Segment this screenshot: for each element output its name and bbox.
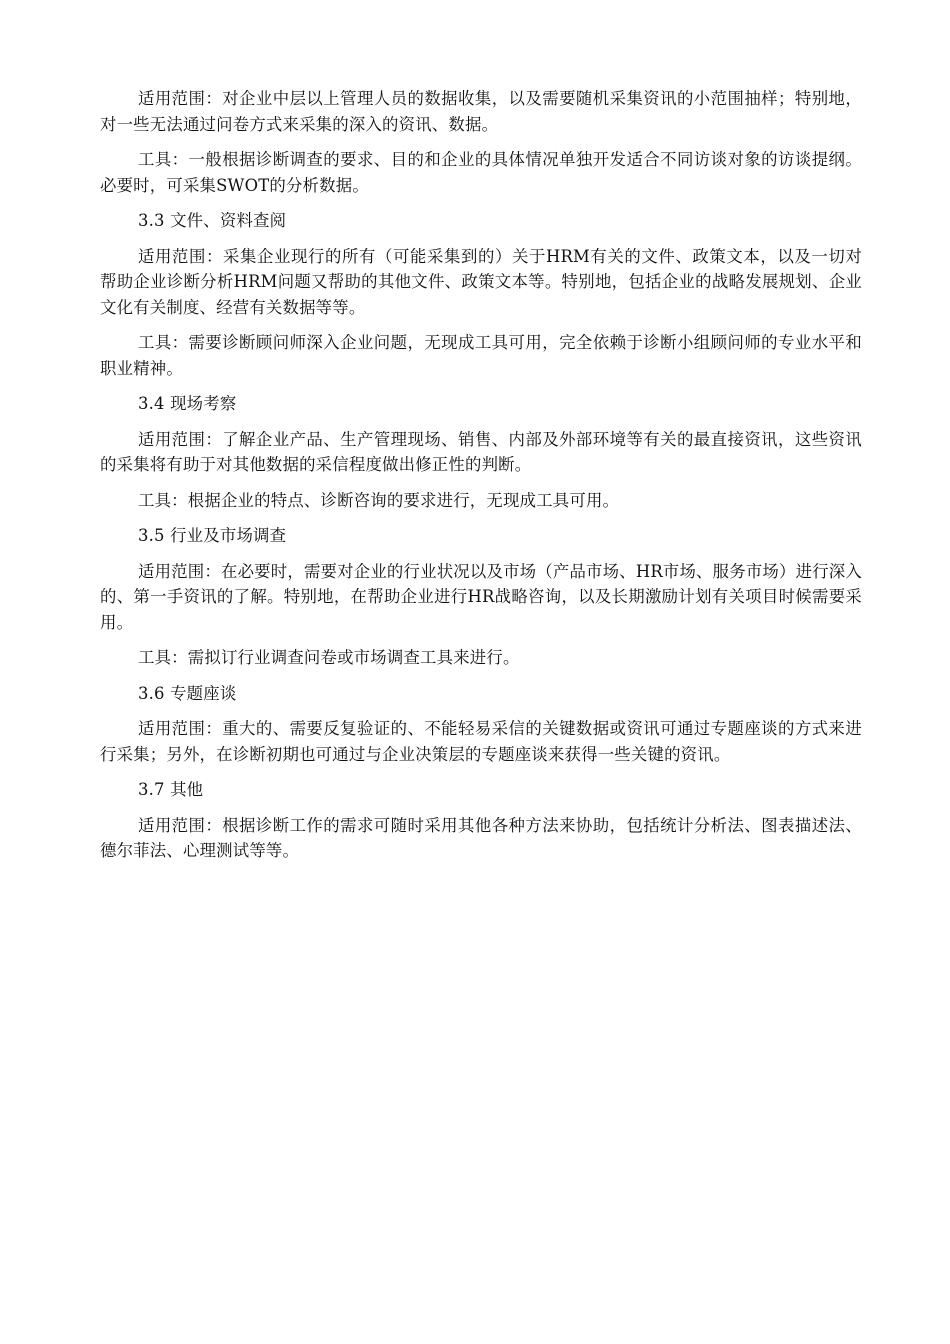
document-page bbox=[100, 86, 862, 874]
section-heading-3-6: 3.6 专题座谈 bbox=[138, 683, 237, 703]
section-heading-3-3: 3.3 文件、资料查阅 bbox=[138, 211, 287, 230]
paragraph-site-visit-tools: 工具：根据企业的特点、诊断咨询的要求进行，无现成工具可用。 bbox=[138, 490, 620, 510]
section-heading-3-7: 3.7 其他 bbox=[138, 780, 204, 799]
paragraph-interview-scope: 适用范围：对企业中层以上管理人员的数据收集，以及需要随机采集资讯的小范围抽样；特别地，对一些无法通过问卷方式来采集的深入的资讯、数据。 bbox=[100, 89, 862, 134]
paragraph-symposium-scope: 适用范围：重大的、需要反复验证的、不能轻易采信的关键数据或资讯可通过专题座谈的方式来进行采集；另外，在诊断初期也可通过与企业决策层的专题座谈来获得一些关键的资讯。 bbox=[100, 719, 862, 764]
section-heading-3-4: 3.4 现场考察 bbox=[138, 394, 237, 413]
paragraph-market-survey-scope: 适用范围：在必要时，需要对企业的行业状况以及市场（产品市场、HR市场、服务市场）进行深入的、第一手资讯的了解。特别地，在帮助企业进行HR战略咨询，以及长期激励计划有关项目时候需要采用。 bbox=[100, 561, 862, 632]
section-heading-3-5: 3.5 行业及市场调查 bbox=[138, 526, 287, 545]
paragraph-other-scope: 适用范围：根据诊断工作的需求可随时采用其他各种方法来协助，包括统计分析法、图表描述法、德尔菲法、心理测试等等。 bbox=[100, 815, 862, 860]
paragraph-market-survey-tools: 工具：需拟订行业调查问卷或市场调查工具来进行。 bbox=[138, 648, 520, 667]
paragraph-documents-scope: 适用范围：采集企业现行的所有（可能采集到的）关于HRM有关的文件、政策文本，以及一切对帮助企业诊断分析HRM问题又帮助的其他文件、政策文本等。特别地，包括企业的战略发展规划、企业文化有关制度、经营有关数据等等。 bbox=[100, 246, 862, 317]
paragraph-site-visit-scope: 适用范围：了解企业产品、生产管理现场、销售、内部及外部环境等有关的最直接资讯，这些资讯的采集将有助于对其他数据的采信程度做出修正性的判断。 bbox=[100, 429, 862, 474]
paragraph-documents-tools: 工具：需要诊断顾问师深入企业问题，无现成工具可用，完全依赖于诊断小组顾问师的专业水平和职业精神。 bbox=[100, 333, 862, 378]
paragraph-interview-tools: 工具：一般根据诊断调查的要求、目的和企业的具体情况单独开发适合不同访谈对象的访谈提纲。必要时，可采集SWOT的分析数据。 bbox=[100, 150, 862, 195]
